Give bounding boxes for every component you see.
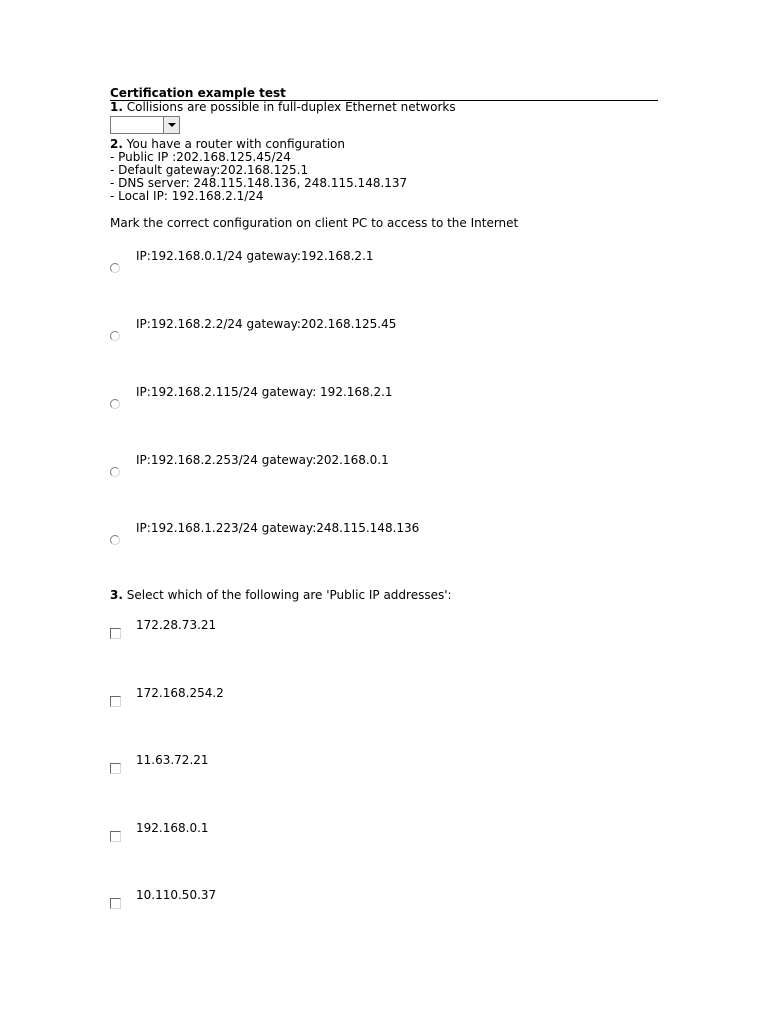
checkbox-option[interactable]: [110, 686, 658, 754]
option-label: IP:192.168.0.1/24 gateway:192.168.2.1: [136, 249, 374, 263]
option-label: IP:192.168.1.223/24 gateway:248.115.148.136: [136, 521, 420, 535]
question-text: Collisions are possible in full-duplex Ethernet networks: [126, 100, 456, 114]
question-number: 2.: [110, 137, 123, 151]
checkbox-option[interactable]: [110, 821, 658, 889]
checkbox[interactable]: [110, 696, 121, 707]
option-label: 172.28.73.21: [136, 618, 217, 632]
config-line: - Public IP :202.168.125.45/24: [110, 150, 291, 164]
radio-option[interactable]: [110, 249, 658, 317]
config-line: - DNS server: 248.115.148.136, 248.115.148.137: [110, 176, 408, 190]
question-text: Select which of the following are 'Public IP addresses':: [126, 588, 452, 602]
question-prompt: Mark the correct configuration on client PC to access to the Internet: [110, 216, 519, 230]
radio-button[interactable]: [110, 535, 120, 545]
config-line: - Local IP: 192.168.2.1/24: [110, 189, 264, 203]
option-label: 11.63.72.21: [136, 753, 209, 767]
test-page: [110, 86, 658, 956]
question-3: [110, 589, 658, 602]
question-number: 1.: [110, 100, 123, 114]
radio-group: [110, 249, 658, 589]
page-title: Certification example test: [110, 86, 658, 101]
radio-button[interactable]: [110, 263, 120, 273]
option-label: IP:192.168.2.2/24 gateway:202.168.125.45: [136, 317, 397, 331]
radio-option[interactable]: [110, 385, 658, 453]
option-label: 192.168.0.1: [136, 820, 209, 835]
radio-option[interactable]: [110, 317, 658, 385]
checkbox[interactable]: [110, 628, 121, 639]
radio-button[interactable]: [110, 467, 120, 477]
question-text: You have a router with configuration: [126, 137, 345, 151]
checkbox[interactable]: [110, 831, 121, 842]
option-label: IP:192.168.2.253/24 gateway:202.168.0.1: [136, 453, 389, 467]
chevron-down-icon[interactable]: [163, 117, 179, 133]
checkbox-group: [110, 618, 658, 956]
checkbox-option[interactable]: [110, 618, 658, 686]
radio-option[interactable]: [110, 521, 658, 589]
radio-option[interactable]: [110, 453, 658, 521]
question-1: [110, 101, 658, 114]
router-config: [110, 151, 658, 203]
answer-dropdown[interactable]: [110, 116, 180, 134]
config-line: - Default gateway:202.168.125.1: [110, 163, 309, 177]
checkbox-option[interactable]: [110, 888, 658, 956]
radio-button[interactable]: [110, 399, 120, 409]
checkbox-option[interactable]: [110, 753, 658, 821]
checkbox[interactable]: [110, 898, 121, 909]
question-number: 3.: [110, 588, 123, 602]
option-label: 172.168.254.2: [136, 685, 224, 700]
radio-button[interactable]: [110, 331, 120, 341]
option-label: 10.110.50.37: [136, 888, 217, 902]
checkbox[interactable]: [110, 763, 121, 774]
option-label: IP:192.168.2.115/24 gateway: 192.168.2.1: [136, 385, 393, 399]
